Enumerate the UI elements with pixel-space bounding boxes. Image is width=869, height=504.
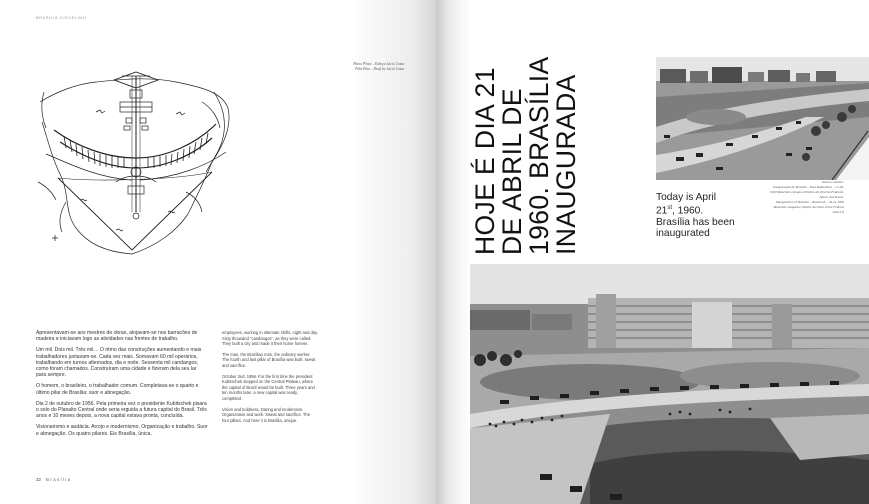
english-title-year: , 1960. bbox=[672, 205, 704, 217]
paragraph: employees, working in alternate shifts, night and day. Sixty thousand "candangos", as they were called. They built a city and made it their home forever. bbox=[222, 330, 318, 347]
photo-caption bbox=[760, 180, 844, 215]
headline-line: 1960. BRASÍLIA bbox=[524, 56, 554, 255]
headline-line: DE ABRIL DE bbox=[497, 88, 527, 255]
paragraph: Dia 2 de outubro de 1956. Pela primeira vez o presidente Kubitschek pisara o solo do Planalto Central onde seria erguida a futura capital do Brasil. Três anos e 10 meses depois, a nova capital estava pronta, concluída. bbox=[36, 400, 207, 420]
headline-line: HOJE É DIA 21 bbox=[470, 67, 500, 255]
vertical-headline bbox=[472, 55, 580, 255]
paragraph: Vision and boldness. Daring and modernism. Organization and work. Sweat and sacrifice. The four pillars. And here it is Brasília, unique. bbox=[222, 406, 310, 423]
plan-caption-en: Pilot Plan – Draft by Lúcio Costa bbox=[355, 67, 404, 71]
caption-line: Inauguration of Brasília – Road hub – 04.21.1960 bbox=[775, 200, 844, 204]
headline-line: INAUGURADA bbox=[551, 74, 581, 255]
english-title bbox=[656, 192, 766, 240]
paragraph: O homem, o brasileiro, o trabalhador comum. Completava-se o quarto e último pilar de Brasília: suor e abnegação. bbox=[36, 383, 199, 396]
pilot-plan-sketch bbox=[36, 62, 232, 258]
english-title-day: 21 bbox=[656, 205, 668, 217]
caption-line: District) bbox=[832, 210, 844, 214]
english-title-ordinal: st bbox=[667, 205, 673, 212]
page-number: 32 bbox=[36, 477, 42, 482]
caption-line: Acima e abaixo: bbox=[821, 180, 844, 184]
plan-caption-pt: Plano Piloto – Esboço Lúcio Costa bbox=[353, 62, 404, 66]
photo-inauguration-road-hub bbox=[656, 57, 869, 180]
photo-inauguration-crowd bbox=[470, 264, 869, 504]
caption-line: 1960 Manchete (Arquivo Público do Distrito Federal). bbox=[769, 190, 844, 194]
paragraph: Um mil. Dois mil. Três mil… O ritmo das construções aumentando e mais trabalhadores juntavam-se. Cada vez mais. Somavam 60 mil operários, trabalhando em turnos alternados, dia e noite. Sessenta mil candangos, como foram chamados. Construíram uma cidade e fizeram dela seu lar para sempre. bbox=[36, 347, 202, 379]
caption-line: Inauguração de Brasília – Eixo Rodoviário – 21.04. bbox=[773, 185, 844, 189]
caption-line: Manchete magazine (Public Archives of the Federal bbox=[773, 205, 844, 209]
body-text-english bbox=[222, 330, 318, 428]
folio-label: Brasília bbox=[46, 477, 72, 482]
body-text-portuguese bbox=[36, 330, 208, 442]
running-head: BRASÍLIA JUSCELINO bbox=[36, 15, 87, 20]
english-title-line: Brasília has been bbox=[656, 216, 735, 228]
paragraph: Apresentavam-se aos mestres de obras, alojavam-se nos barracões de madeira e iniciavam logo as atividades nas frentes de trabalho. bbox=[36, 330, 198, 343]
english-title-line: inaugurated bbox=[656, 228, 710, 240]
english-title-line: Today is April bbox=[656, 192, 717, 203]
caption-line: Above and below: bbox=[819, 195, 844, 199]
paragraph: October 2nd, 1956. For the first time the president Kubitschek stepped on the Central Plateau, where the capital of Brazil would be built. Three years and ten months later, a new capital was ready, completed. bbox=[222, 373, 315, 401]
paragraph: Visionarismo e audácia. Arrojo e modernismo. Organização e trabalho. Suor e abnegação. Os quatro pilares. Eis Brasília, única. bbox=[36, 424, 208, 437]
english-title-line bbox=[656, 203, 766, 217]
plan-caption bbox=[300, 62, 404, 72]
paragraph: The man, the Brazilian man, the ordinary worker. The fourth and last pillar of Brasília was built: sweat and sacrifice. bbox=[222, 351, 316, 368]
